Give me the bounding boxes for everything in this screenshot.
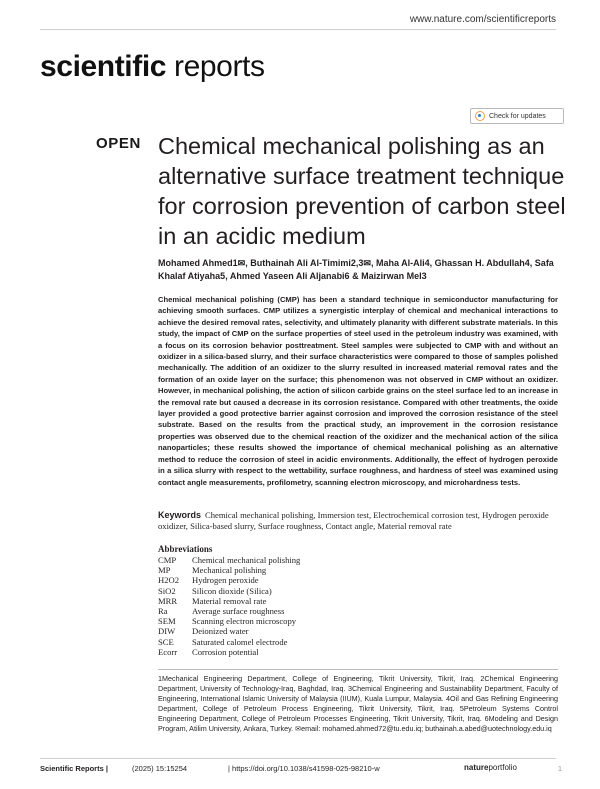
abbreviation-term: Ecorr <box>158 646 178 657</box>
abbreviation-term: DIW <box>158 626 176 637</box>
author-list: Mohamed Ahmed1✉, Buthainah Ali Al-Timimi2,3✉, Maha Al-Ali4, Ghassan H. Abdullah4, Safa Khalaf Atiyaha5, Ahmed Yaseen Ali Aljanabi6 & Maizirwan Mel3 <box>158 258 554 281</box>
abbreviation-term: MRR <box>158 595 178 606</box>
abbreviation-term: SEM <box>158 616 176 627</box>
abbreviation-definition: Silicon dioxide (Silica) <box>192 585 272 596</box>
publisher-bold: nature <box>464 763 489 772</box>
abbreviation-row <box>158 616 300 626</box>
abbreviation-definition: Chemical mechanical polishing <box>192 555 301 565</box>
page-number: 1 <box>557 764 562 773</box>
footer-citation: (2025) 15:15254 <box>132 764 188 773</box>
keywords-text: Chemical mechanical polishing, Immersion test, Electrochemical corrosion test, Hydrogen peroxide oxidizer, Silica-based slurry, Surface roughness, Contact angle, Material removal rate <box>158 510 549 531</box>
abbreviation-definition: Mechanical polishing <box>192 565 267 576</box>
abbreviation-term: Ra <box>158 605 168 616</box>
check-updates-icon <box>475 111 485 121</box>
keywords <box>158 510 558 532</box>
abbreviation-definition: Deionized water <box>192 626 249 637</box>
abbreviation-row <box>158 596 300 606</box>
abbreviation-definition: Hydrogen peroxide <box>192 575 259 586</box>
footer-rule <box>40 758 556 759</box>
journal-logo <box>40 50 265 84</box>
abbreviation-definition: Corrosion potential <box>192 646 259 657</box>
publisher-regular: portfolio <box>488 763 517 772</box>
footer-doi-link[interactable]: | https://doi.org/10.1038/s41598-025-98210-w <box>228 764 380 773</box>
abbreviations-list <box>158 555 300 657</box>
abbreviation-definition: Saturated calomel electrode <box>192 636 288 647</box>
abbreviation-row <box>158 565 300 575</box>
abbreviation-term: H2O2 <box>158 575 180 586</box>
footer-journal: Scientific Reports | <box>40 764 108 773</box>
abstract: Chemical mechanical polishing (CMP) has been a standard technique in semiconductor manufacturing for achieving smooth surfaces. CMP utilizes a synergistic interplay of chemical and mechanical interactions to achieve the desired removal rates, selectivity, and ultimately planarity with different substrate materials. In this study, the impact of CMP on the surface properties of steel used in the petroleum industry was examined, with a focus on its corrosion behavior posttreatment. Steel samples were subjected to CMP with and without an oxidizer in a silica-based slurry, and their surface characteristics were compared to those of samples polished mechanically. The addition of an oxidizer to the slurry resulted in increased material removal rates and the formation of an oxide layer on the surface; this phenomenon was not observed in CMP without an oxidizer. However, in mechanical polishing, the action of silicon carbide grains on the steel surface led to an increase in the removal rate but caused a decrease in its corrosion resistance. Compared with other treatments, the oxide layer provided a good protective barrier against corrosion and improved the corrosion resistance of the steel substrate. Based on the results from the practical study, an improvement in the corrosion resistance properties was observed due to the chemical reaction of the oxidizer and the mechanical action of the silica nanoparticles; these results showed the importance of chemical mechanical polishing as an alternative method to reduce the corrosion of steel in acidic environments. Additionally, the effect of hydrogen peroxide in a silica slurry with respect to the wettability, surface roughness, and hardness of steel was examined using contact angle measurements, profilometry, scanning electron microscopy, and microhardness tests. <box>158 295 558 487</box>
abbreviation-term: MP <box>158 565 171 576</box>
affiliations: 1Mechanical Engineering Department, College of Engineering, Tikrit University, Tikrit, Iraq. 2Chemical Engineering Department, University of Technology-Iraq, Baghdad, Iraq. 3Chemical Engineering and Sustainability Department, Faculty of Engineering, International Islamic University of Malaysia (IIUM), Kuala Lumpur, Malaysia. 4Oil and Gas Refining Engineering Department, College of Petroleum Process Engineering, Tikrit University, Tikrit, Iraq. 5Petroleum Systems Control Engineering Department, College of Petroleum Processes Engineering, Tikrit University, Tikrit, Iraq. 6Modeling and Design Program, Atilim University, Ankara, Turkey. ✉email: mohamed.ahmed72@tu.edu.iq; buthainah.a.abed@uotechnology.edu.iq <box>158 674 558 733</box>
abbreviation-row <box>158 606 300 616</box>
abbreviation-definition: Scanning electron microscopy <box>192 616 297 627</box>
publisher-logo <box>464 763 517 772</box>
affiliations-rule <box>158 669 558 670</box>
abbreviation-row <box>158 586 300 596</box>
abbreviation-definition: Average surface roughness <box>192 605 285 616</box>
open-access-label: OPEN <box>96 135 141 152</box>
brand-regular: reports <box>174 50 265 83</box>
journal-url[interactable]: www.nature.com/scientificreports <box>409 14 556 25</box>
abbreviation-row <box>158 637 300 647</box>
keywords-label: Keywords <box>158 510 202 520</box>
abbreviation-term: SiO2 <box>158 585 176 596</box>
abbreviation-term: SCE <box>158 636 174 647</box>
brand-bold: scientific <box>40 50 167 83</box>
abbreviation-row <box>158 555 300 565</box>
article-title: Chemical mechanical polishing as an alternative surface treatment technique for corrosion prevention of carbon steel in an acidic medium <box>158 133 566 249</box>
check-updates-label: Check for updates <box>489 112 546 120</box>
header-rule <box>40 29 556 30</box>
abbreviation-row <box>158 647 300 657</box>
abbreviation-row <box>158 626 300 636</box>
abbreviations-title: Abbreviations <box>158 544 213 554</box>
abbreviation-row <box>158 575 300 585</box>
check-updates-button[interactable] <box>470 108 564 124</box>
abbreviation-term: CMP <box>158 555 177 565</box>
abbreviation-definition: Material removal rate <box>192 595 267 606</box>
